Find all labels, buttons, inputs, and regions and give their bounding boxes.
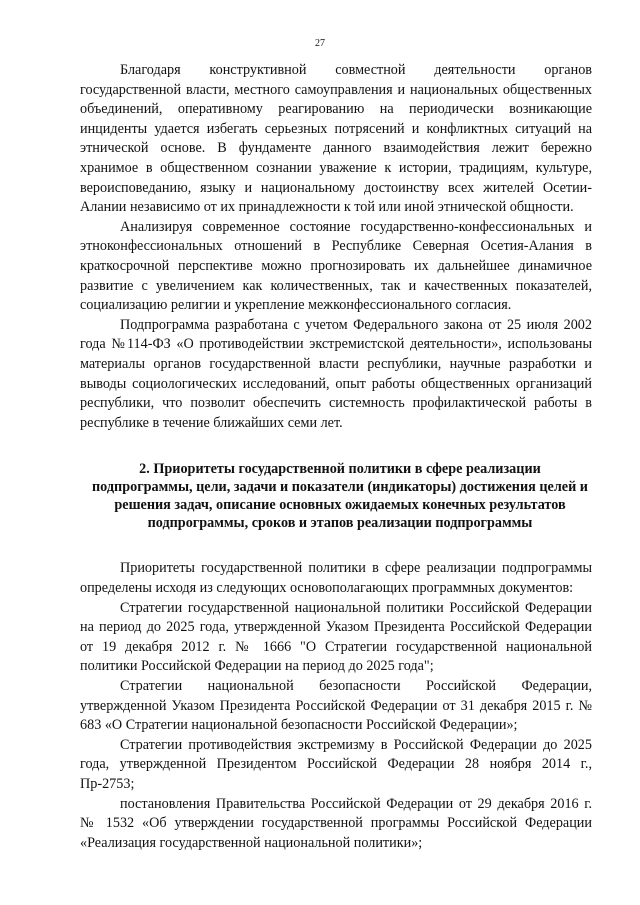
page-number: 27 [315, 38, 325, 49]
list-item-government-resolution: постановления Правительства Российской Федерации от 29 декабря 2016 г. № 1532 «Об утверждении государственной программы Российской Федерации «Реализация государственной национальной политики»; [80, 795, 592, 851]
list-item-national-policy-strategy: Стратегии государственной национальной политики Российской Федерации на период до 2025 года, утвержденной Указом Президента Российской Федерации от 19 декабря 2012 г. № 1666 "О Стратегии государственной национальной политики Российской Федерации на период до 2025 года"; [80, 599, 592, 675]
section-heading-priorities: 2. Приоритеты государственной политики в сфере реализации подпрограммы, цели, задачи и показатели (индикаторы) достижения целей и решения задач, описание основных ожидаемых конечных результатов подпрограммы, сроков и этапов реализации подпрограммы [92, 461, 588, 531]
list-item-counter-extremism-strategy: Стратегии противодействия экстремизму в Российской Федерации до 2025 года, утвержденной Президентом Российской Федерации 28 ноября 2014 г., Пр-2753; [80, 736, 592, 792]
paragraph-priorities-intro: Приоритеты государственной политики в сфере реализации подпрограммы определены исходя из следующих основополагающих программных документов: [80, 560, 592, 597]
paragraph-forecast: Анализируя современное состояние государственно-конфессиональных и этноконфессиональных отношений в Республике Северная Осетия-Алания в краткосрочной перспективе можно прогнозировать их дальнейшее динамичное развитие с увеличением как количественных, так и качественных показателей, социализацию религии и укрепление межконфессионального согласия. [80, 218, 592, 314]
paragraph-cooperation: Благодаря конструктивной совместной деятельности органов государственной власти, местного самоуправления и национальных общественных объединений, оперативному реагированию на периодически возникающие инциденты удается избегать серьезных потрясений и конфликтных ситуаций на этнической основе. В фундаменте данного взаимодействия лежит бережно хранимое в общественном сознании уважение к истории, традициям, культуре, вероисповеданию, языку и национальному достоинству всех жителей Осетии-Алании независимо от их принадлежности к той или иной этнической общности. [80, 62, 592, 216]
list-item-national-security-strategy: Стратегии национальной безопасности Российской Федерации, утвержденной Указом Президента Российской Федерации от 31 декабря 2015 г. № 683 «О Стратегии национальной безопасности Российской Федерации»; [80, 678, 592, 734]
paragraph-federal-law: Подпрограмма разработана с учетом Федерального закона от 25 июля 2002 года №114-ФЗ «О противодействии экстремистской деятельности», использованы материалы органов государственной власти республики, научные разработки и выводы социологических исследований, опыт работы общественных организаций республики, что позволит обеспечить системность профилактической работы в республике в течение ближайших семи лет. [80, 316, 592, 431]
document-body [80, 61, 592, 853]
